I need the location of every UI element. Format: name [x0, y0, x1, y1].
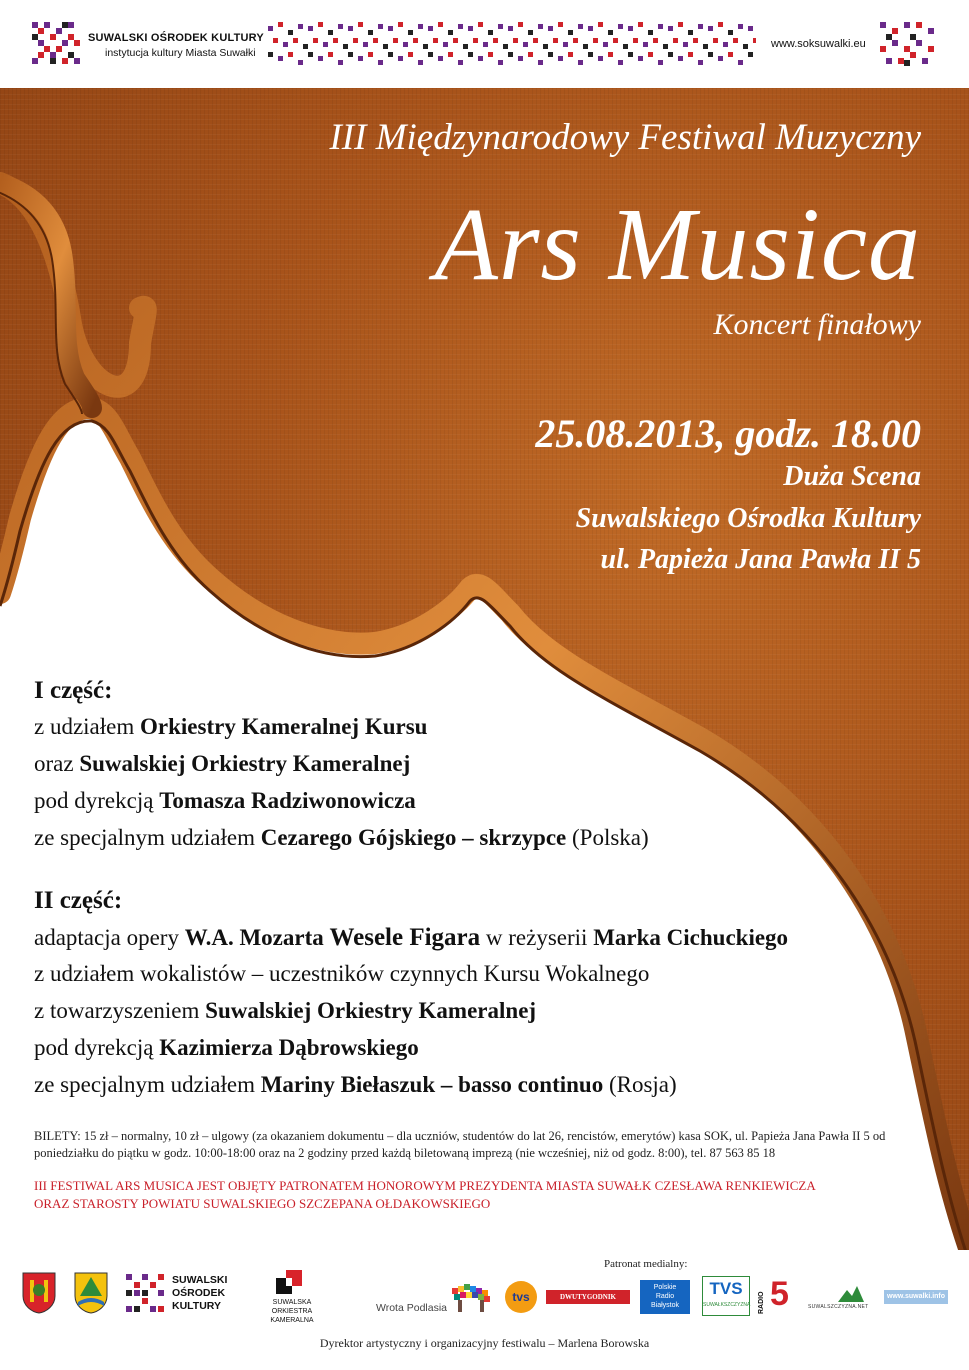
part1-heading: I część:: [34, 677, 113, 704]
poster-body: [0, 88, 969, 1250]
part1-line-4: ze specjalnym udziałem Cezarego Gójskiego – skrzypce (Polska): [34, 825, 649, 850]
festival-director: Dyrektor artystyczny i organizacyjny festiwalu – Marlena Borowska: [319, 1336, 650, 1350]
part1-line-3: pod dyrekcją Tomasza Radziwonowicza: [34, 788, 416, 813]
tv-suwalszczyzna-logo: TVS SUWAŁKSZCZYZNA: [702, 1276, 750, 1316]
concert-date: 25.08.2013, godz. 18.00: [535, 411, 921, 456]
part2-line-1: adaptacja opery W.A. Mozarta Wesele Figara w reżyserii Marka Cichuckiego: [34, 924, 789, 951]
suwalszczyzna-net-logo: SUWALSZCZYZNA.NET: [808, 1304, 869, 1310]
part2-heading: II część:: [34, 887, 123, 914]
page-title: Ars Musica: [434, 187, 921, 302]
svg-text:tvs: tvs: [512, 1290, 530, 1304]
media-patronage-label: Patronat medialny:: [604, 1258, 688, 1270]
org-subtitle: instytucja kultury Miasta Suwałki: [105, 47, 256, 59]
part2-line-3: z towarzyszeniem Suwalskiej Orkiestry Kameralnej: [34, 998, 537, 1023]
mountain-icon: [838, 1284, 864, 1302]
folk-pattern-left-icon: [32, 22, 82, 66]
sok-logo-pattern-icon: [126, 1274, 166, 1314]
folk-pattern-band-icon: [268, 22, 756, 66]
suwalki-info-logo: www.suwalki.info: [884, 1290, 948, 1304]
patronage-line-1: III FESTIWAL ARS MUSICA JEST OBJĘTY PATRONATEM HONOROWYM PREZYDENTA MIASTA SUWAŁK CZESŁAWA RENKIEWICZA: [34, 1178, 816, 1193]
venue-line-2: Suwalskiego Ośrodka Kultury: [575, 503, 921, 534]
orchestra-logo-text: SUWALSKA ORKIESTRA KAMERALNA: [270, 1299, 314, 1324]
concert-subtitle: Koncert finałowy: [713, 308, 921, 341]
tvs-logo-icon: [504, 1280, 538, 1314]
bison-icon: [448, 1282, 496, 1316]
powiat-coat-of-arms-icon: [74, 1272, 108, 1314]
tickets-info: BILETY: 15 zł – normalny, 10 zł – ulgowy (za okazaniem dokumentu – dla uczniów, studentów do lat 26, rencistów, emerytów) kasa SOK, ul. Papieża Jana Pawła II 5 od poniedziałku do piątku w godz. 10:00-18:00 oraz na 2 godziny przed każdą biletowaną imprezą (nie wcześniej, niż od godz. 8:00), tel. 87 563 85 18: [34, 1129, 886, 1160]
wrota-podlasia-logo: Wrota Podlasia: [376, 1302, 448, 1314]
header: [0, 0, 969, 88]
venue-line-1: Duża Scena: [783, 461, 921, 492]
part1-line-2: oraz Suwalskiej Orkiestry Kameralnej: [34, 751, 411, 776]
venue-address: ul. Papieża Jana Pawła II 5: [600, 544, 921, 575]
footer: [0, 1250, 969, 1370]
folk-pattern-right-icon: [880, 22, 934, 66]
part1-line-1: z udziałem Orkiestry Kameralnej Kursu: [34, 714, 428, 739]
suwalki-coat-of-arms-icon: [22, 1272, 56, 1314]
festival-name: III Międzynarodowy Festiwal Muzyczny: [329, 117, 921, 158]
radio5-label: RADIO: [758, 1291, 765, 1314]
radio5-logo: 5: [770, 1275, 789, 1313]
part2-line-5: ze specjalnym udziałem Mariny Biełaszuk – basso continuo (Rosja): [34, 1072, 677, 1097]
patronage-line-2: ORAZ STAROSTY POWIATU SUWALSKIEGO SZCZEPANA OŁDAKOWSKIEGO: [34, 1196, 491, 1211]
org-name: SUWALSKI OŚRODEK KULTURY: [88, 32, 264, 44]
dwutygodnik-logo: DWUTYGODNIK SUWALSKI: [546, 1290, 630, 1304]
part2-line-2: z udziałem wokalistów – uczestników czynnych Kursu Wokalnego: [34, 961, 650, 986]
sok-logo-text: SUWALSKI OŚRODEK KULTURY: [172, 1274, 228, 1312]
radio-bialystok-logo: Polskie Radio Białystok: [640, 1280, 690, 1314]
website-link[interactable]: www.soksuwalki.eu: [771, 38, 866, 50]
orchestra-logo-icon: [276, 1270, 302, 1296]
honorary-patronage: [34, 1177, 816, 1213]
part2-line-4: pod dyrekcją Kazimierza Dąbrowskiego: [34, 1035, 419, 1060]
